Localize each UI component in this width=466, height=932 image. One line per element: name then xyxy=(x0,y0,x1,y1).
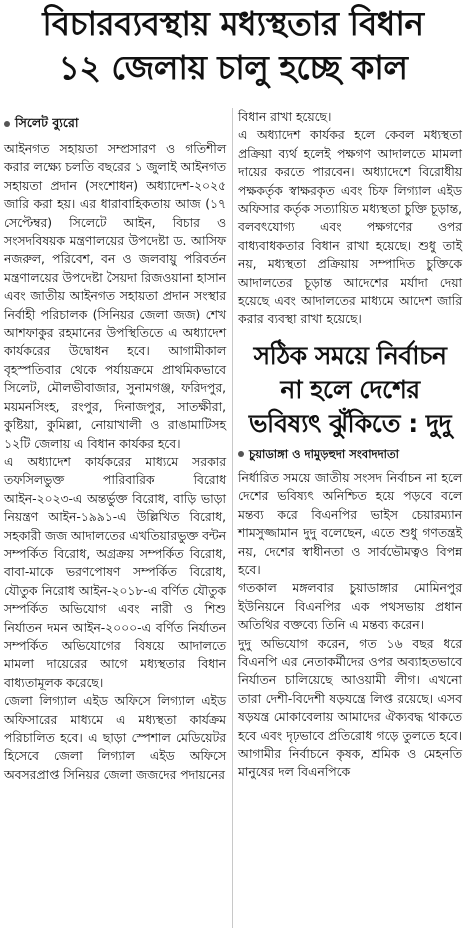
article-paragraph: দুদু অভিযোগ করেন, গত ১৬ বছর ধরে বিএনপি এর নেতাকর্মীদের ওপর অব্যাহতভাবে নির্যাতন চালিয়েছে আওয়ামী লীগ। এখনো তারা দেশী-বিদেশী ষড়যন্ত্রে লিপ্ত রয়েছে। এসব ষড়যন্ত্র মোকাবেলায় আমাদের ঐক্যবদ্ধ থাকতে হবে এবং দৃঢ়ভাবে প্রতিরোধ গড়ে তুলতে হবে। আগামীর নির্বাচনে কৃষক, শ্রমিক ও মেহনতি মানুষের দল বিএনপিকে xyxy=(238,636,462,780)
secondary-headline-line-2: না হলে দেশের xyxy=(280,374,420,404)
byline xyxy=(4,114,226,132)
secondary-headline-line-1: সঠিক সময়ে নির্বাচন xyxy=(253,340,447,370)
right-column xyxy=(238,108,462,782)
article-paragraph: বিধান রাখা হয়েছে। xyxy=(238,110,332,124)
bullet-icon xyxy=(238,451,244,457)
byline-text: সিলেট ব্যুরো xyxy=(15,115,79,130)
main-headline xyxy=(4,2,462,90)
article-paragraph: গতকাল মঙ্গলবার চুয়াডাঙ্গার মোমিনপুর ইউনিয়নে বিএনপির এক পথসভায় প্রধান অতিথির বক্তব্যে তিনি এ মন্তব্য করেন। xyxy=(238,581,462,633)
column-divider xyxy=(232,108,233,928)
secondary-byline xyxy=(238,445,462,463)
left-column xyxy=(4,108,226,784)
article-paragraph: নির্ধারিত সময়ে জাতীয় সংসদ নির্বাচন না হলে দেশের ভবিষ্যৎ অনিশ্চিত হয়ে পড়বে বলে মন্তব্য করে বিএনপির ভাইস চেয়ারম্যান শামসুজ্জামান দুদু বলেছেন, এতে শুধু গণতন্ত্রই নয়, দেশের স্বাধীনতা ও সার্বভৌমত্বও বিপন্ন হবে। xyxy=(238,470,462,577)
headline-line-1: বিচারব্যবস্থায় মধ্যস্থতার বিধান xyxy=(42,4,424,43)
secondary-headline-line-3: ভবিষ্যৎ ঝুঁকিতে : দুদু xyxy=(248,408,452,438)
bullet-icon xyxy=(4,121,10,127)
article-paragraph: আইনগত সহায়তা সম্প্রসারণ ও গতিশীল করার লক্ষ্যে চলতি বছরের ১ জুলাই আইনগত সহায়তা প্রদান (সংশোধন) অধ্যাদেশ-২০২৫ জারি করা হয়। এর ধারাবাহিকতায় আজ (১৭ সেপ্টেম্বর) সিলেটে আইন, বিচার ও সংসদবিষয়ক মন্ত্রণালয়ের উপদেষ্টা ড. আসিফ নজরুল, পরিবেশ, বন ও জলবায়ু পরিবর্তন মন্ত্রণালয়ের উপদেষ্টা সৈয়দা রিজওয়ানা হাসান এবং জাতীয় আইনগত সহায়তা প্রদান সংস্থার নির্বাহী পরিচালক (সিনিয়র জেলা জজ) শেখ আশফাকুর রহমানের উপস্থিতিতে এ অধ্যাদেশ কার্যকরের উদ্বোধন হবে। আগামীকাল বৃহস্পতিবার থেকে পর্যায়ক্রমে প্রাথমিকভাবে সিলেট, মৌলভীবাজার, সুনামগঞ্জ, ফরিদপুর, ময়মনসিংহ, রংপুর, দিনাজপুর, সাতক্ষীরা, কুষ্টিয়া, কুমিল্লা, নোয়াখালী ও রাঙামাটিসহ ১২টি জেলায় এ বিধান কার্যকর হবে। xyxy=(4,142,226,451)
headline-line-2: ১২ জেলায় চালু হচ্ছে কাল xyxy=(58,48,408,87)
article-paragraph: জেলা লিগ্যাল এইড অফিসে লিগ্যাল এইড অফিসারের মাধ্যমে এ মধ্যস্থতা কার্যক্রম পরিচালিত হবে। এ ছাড়া স্পেশাল মেডিয়েটর হিসেবে জেলা লিগ্যাল এইড অফিসে অবসরপ্রাপ্ত সিনিয়র জেলা জজদের পদায়নের xyxy=(4,694,226,782)
secondary-headline xyxy=(238,339,462,441)
article-paragraph: এ অধ্যাদেশ কার্যকর হলে কেবল মধ্যস্থতা প্রক্রিয়া ব্যর্থ হলেই পক্ষগণ আদালতে মামলা দায়ের করতে পারবেন। অধ্যাদেশে বিরোধীয় পক্ষকর্তৃক স্বাক্ষরকৃত এবং চিফ লিগ্যাল এইড অফিসার কর্তৃক সত্যায়িত মধ্যস্থতা চুক্তি চূড়ান্ত, বলবৎযোগ্য এবং পক্ষগণের ওপর বাধ্যবাধকতার বিধান রাখা হয়েছে। শুধু তাই নয়, মধ্যস্থতা প্রক্রিয়ায় সম্পাদিত চুক্তিকে আদালতের চূড়ান্ত আদেশের মর্যাদা দেয়া হয়েছে এবং আদালতের মাধ্যমে আদেশ জারি করার ব্যবস্থা রাখা হয়েছে। xyxy=(238,128,462,327)
article-paragraph: এ অধ্যাদেশ কার্যকরের মাধ্যমে সরকার তফসিলভুক্ত পারিবারিক বিরোধ আইন-২০২৩-এ অন্তর্ভুক্ত বিরোধ, বাড়ি ভাড়া নিয়ন্ত্রণ আইন-১৯৯১-এ উল্লিখিত বিরোধ, সহকারী জজ আদালতের এখতিয়ারভুক্ত বন্টন সম্পর্কিত বিরোধ, অগ্রক্রয় সম্পর্কিত বিরোধ, বাবা-মাকে ভরণপোষণ সম্পর্কিত বিরোধ, যৌতুক নিরোধ আইন-২০১৮-এ বর্ণিত যৌতুক সম্পর্কিত অভিযোগ এবং নারী ও শিশু নির্যাতন দমন আইন-২০০০-এ বর্ণিত নির্যাতন সম্পর্কিত অভিযোগের বিষয়ে আদালতে মামলা দায়েরের আগে মধ্যস্থতার বিধান বাধ্যতামূলক করেছে। xyxy=(4,454,226,690)
secondary-byline-text: চুয়াডাঙ্গা ও দামুড়হুদা সংবাদদাতা xyxy=(249,446,399,461)
